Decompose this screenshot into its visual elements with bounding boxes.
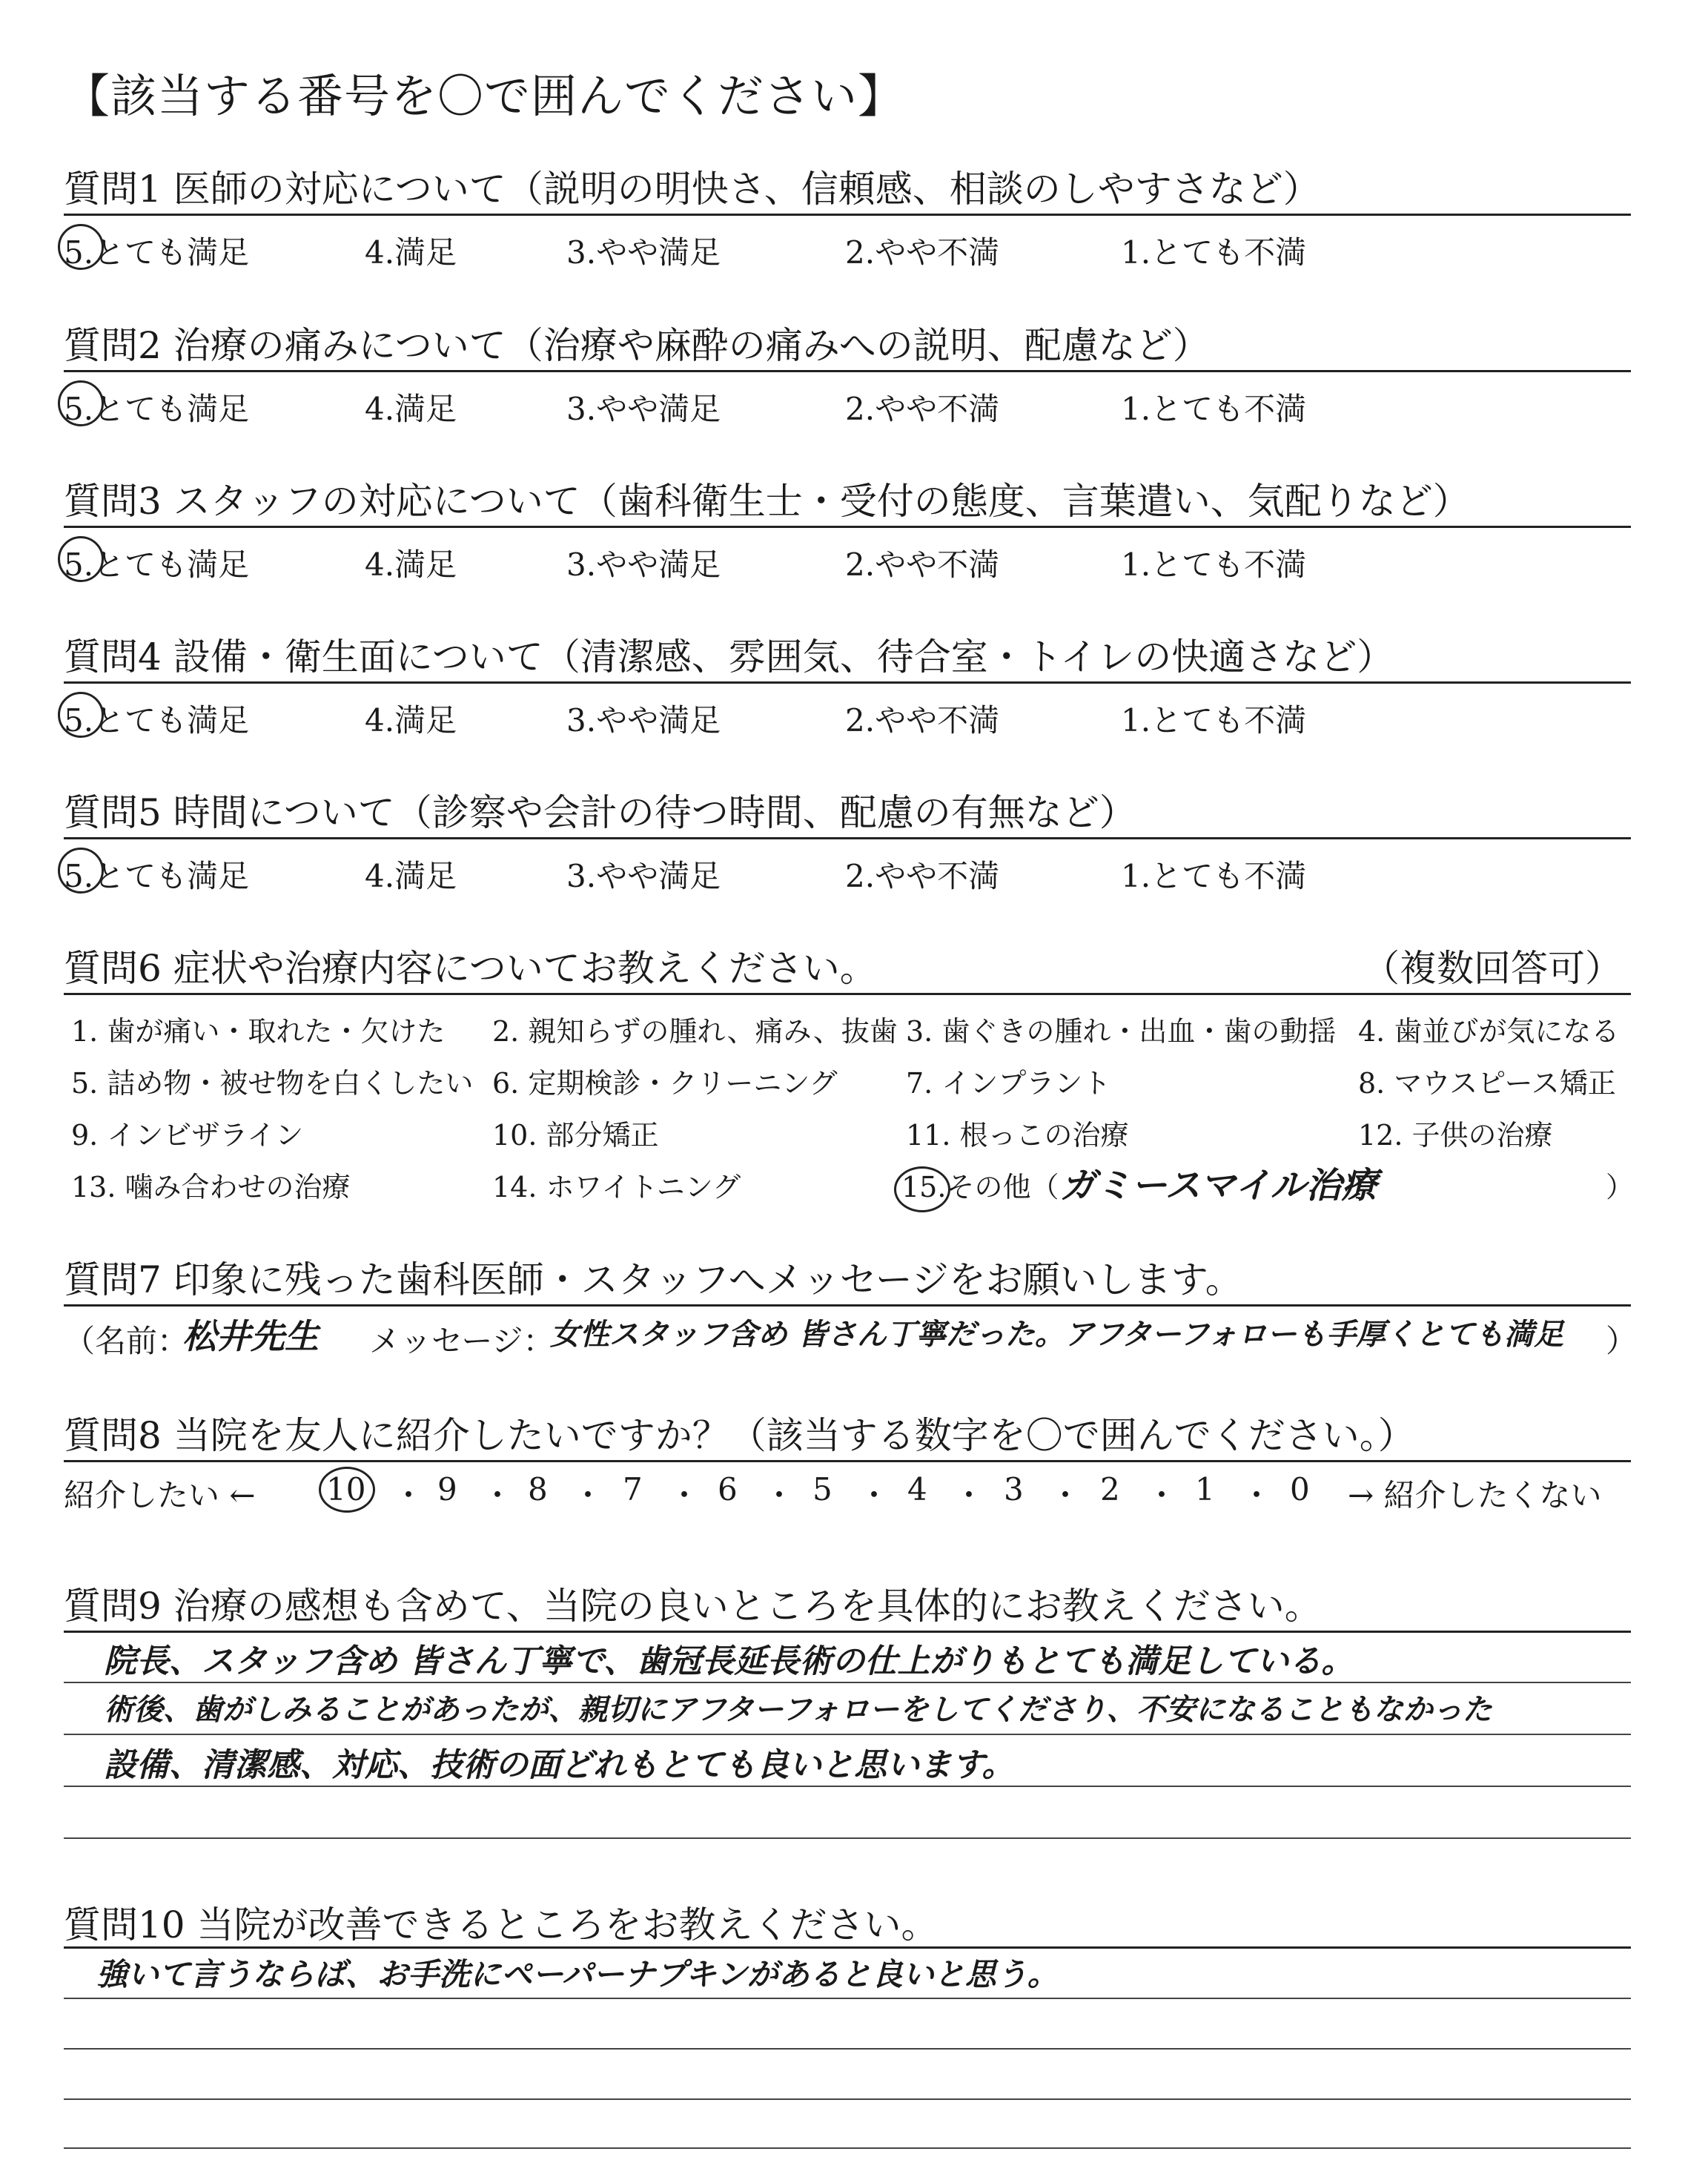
q2-selected-circle: 5.とても満足 (64, 385, 249, 429)
q6-option-9[interactable]: 9. インビザライン (71, 1119, 304, 1152)
q8-score-2[interactable]: 2 (1100, 1471, 1120, 1507)
q1-option-1[interactable]: 1.とても不満 (1121, 234, 1307, 271)
q7-message-handwritten: 女性スタッフ含め 皆さん丁寧だった。アフターフォローも手厚くとても満足 (550, 1318, 1564, 1352)
q3-option-4[interactable]: 4.満足 (365, 546, 457, 583)
q8-left-label: 紹介したい ← (64, 1477, 256, 1513)
q3-option-3[interactable]: 3.やや満足 (566, 546, 721, 583)
q10-line-rule (64, 2098, 1631, 2100)
q8-dot: ・ (482, 1477, 514, 1513)
q10-title: 質問10 当院が改善できるところをお教えください。 (64, 1903, 939, 1946)
q6-option-5[interactable]: 5. 詰め物・被せ物を白くしたい (71, 1067, 474, 1100)
q6-option-12[interactable]: 12. 子供の治療 (1358, 1119, 1553, 1152)
q3-rule (64, 526, 1631, 528)
q8-score-0[interactable]: 0 (1290, 1471, 1310, 1507)
q8-score-3[interactable]: 3 (1004, 1471, 1024, 1507)
q4-option-3[interactable]: 3.やや満足 (566, 702, 721, 739)
q4-option-5[interactable] (64, 696, 249, 741)
q8-dot: ・ (1241, 1477, 1273, 1513)
q8-selected-circle: 10 (326, 1471, 366, 1507)
q6-option-1[interactable]: 1. 歯が痛い・取れた・欠けた (71, 1015, 446, 1048)
q9-line-rule (64, 1682, 1631, 1683)
q6-rule (64, 993, 1631, 995)
q9-answer-line-2: 術後、歯がしみることがあったが、親切にアフターフォローをしてくださり、不安になることもなかった (104, 1693, 1492, 1727)
q9-rule (64, 1631, 1631, 1633)
q8-title: 質問8 当院を友人に紹介したいですか？（該当する数字を〇で囲んでください。） (64, 1414, 1415, 1457)
q8-dot: ・ (1146, 1477, 1178, 1513)
q7-title: 質問7 印象に残った歯科医師・スタッフへメッセージをお願いします。 (64, 1258, 1242, 1301)
q5-option-1[interactable]: 1.とても不満 (1121, 858, 1307, 894)
q7-close: ） (1606, 1323, 1638, 1359)
q6-option-6[interactable]: 6. 定期検診・クリーニング (492, 1067, 838, 1100)
q9-line-rule (64, 1837, 1631, 1839)
q8-dot: ・ (1050, 1477, 1082, 1513)
q5-option-4[interactable]: 4.満足 (365, 858, 457, 894)
q1-option-5[interactable] (64, 228, 249, 273)
q8-dot: ・ (764, 1477, 795, 1513)
q1-option-3[interactable]: 3.やや満足 (566, 234, 721, 271)
q4-title: 質問4 設備・衛生面について（清潔感、雰囲気、待合室・トイレの快適さなど） (64, 635, 1394, 678)
q6-title: 質問6 症状や治療内容についてお教えください。 (64, 947, 877, 990)
q1-option-2[interactable]: 2.やや不満 (845, 234, 1000, 271)
q8-score-4[interactable]: 4 (907, 1471, 927, 1507)
q6-option-15[interactable]: 15.その他（ (901, 1171, 1059, 1203)
q8-score-1[interactable]: 1 (1195, 1471, 1215, 1507)
q2-option-3[interactable]: 3.やや満足 (566, 391, 721, 427)
q1-selected-circle: 5.とても満足 (64, 228, 249, 273)
q10-rule (64, 1946, 1631, 1949)
q8-dot: ・ (858, 1477, 890, 1513)
instruction-heading: 【該当する番号を〇で囲んでください】 (64, 69, 905, 123)
q10-answer-line-1: 強いて言うならば、お手洗にペーパーナプキンがあると良いと思う。 (96, 1956, 1059, 1992)
q6-option-14[interactable]: 14. ホワイトニング (492, 1171, 741, 1203)
q5-option-2[interactable]: 2.やや不満 (845, 858, 1000, 894)
q3-selected-circle: 5.とても満足 (64, 541, 249, 585)
q2-option-4[interactable]: 4.満足 (365, 391, 457, 427)
q8-dot: ・ (953, 1477, 985, 1513)
q8-score-5[interactable]: 5 (812, 1471, 833, 1507)
q3-option-1[interactable]: 1.とても不満 (1121, 546, 1307, 583)
q7-message-label: メッセージ： (369, 1323, 555, 1359)
q6-other-close: ） (1606, 1171, 1635, 1203)
q8-dot: ・ (669, 1477, 701, 1513)
q6-option-3[interactable]: 3. 歯ぐきの腫れ・出血・歯の動揺 (906, 1015, 1337, 1048)
q9-line-rule (64, 1734, 1631, 1735)
q6-option-2[interactable]: 2. 親知らずの腫れ、痛み、抜歯 (492, 1015, 898, 1048)
q5-option-3[interactable]: 3.やや満足 (566, 858, 721, 894)
q9-answer-line-1: 院長、スタッフ含め 皆さん丁寧で、歯冠長延長術の仕上がりもとても満足している。 (104, 1642, 1354, 1680)
q2-option-2[interactable]: 2.やや不満 (845, 391, 1000, 427)
q6-option-13[interactable]: 13. 噛み合わせの治療 (71, 1171, 351, 1203)
q9-answer-line-3: 設備、清潔感、対応、技術の面どれもとても良いと思います。 (104, 1746, 1015, 1784)
q4-rule (64, 681, 1631, 684)
q4-option-1[interactable]: 1.とても不満 (1121, 702, 1307, 739)
q4-selected-circle: 5.とても満足 (64, 696, 249, 741)
q6-option-11[interactable]: 11. 根っこの治療 (906, 1119, 1129, 1152)
q2-rule (64, 370, 1631, 372)
q8-score-6[interactable]: 6 (718, 1471, 738, 1507)
q10-line-rule (64, 1998, 1631, 1999)
q10-line-rule (64, 2048, 1631, 2050)
q1-title: 質問1 医師の対応について（説明の明快さ、信頼感、相談のしやすさなど） (64, 168, 1320, 211)
q1-option-4[interactable]: 4.満足 (365, 234, 457, 271)
q2-option-5[interactable] (64, 385, 249, 429)
q5-rule (64, 837, 1631, 839)
q7-name-handwritten: 松井先生 (182, 1316, 319, 1356)
q8-dot: ・ (572, 1477, 604, 1513)
q5-title: 質問5 時間について（診察や会計の待つ時間、配慮の有無など） (64, 791, 1136, 834)
q6-note: （複数回答可） (1363, 947, 1622, 990)
q2-option-1[interactable]: 1.とても不満 (1121, 391, 1307, 427)
q8-dot: ・ (393, 1477, 425, 1513)
q4-option-2[interactable]: 2.やや不満 (845, 702, 1000, 739)
q4-option-4[interactable]: 4.満足 (365, 702, 457, 739)
q8-score-7[interactable]: 7 (623, 1471, 643, 1507)
q3-option-2[interactable]: 2.やや不満 (845, 546, 1000, 583)
q8-score-8[interactable]: 8 (528, 1471, 548, 1507)
q2-title: 質問2 治療の痛みについて（治療や麻酔の痛みへの説明、配慮など） (64, 324, 1210, 367)
q6-option-7[interactable]: 7. インプラント (906, 1067, 1111, 1100)
q8-right-label: → 紹介したくない (1348, 1477, 1602, 1513)
q8-score-9[interactable]: 9 (437, 1471, 457, 1507)
q6-selected-circle: 15. (901, 1171, 947, 1203)
q8-score-10[interactable] (326, 1471, 365, 1507)
q9-line-rule (64, 1786, 1631, 1787)
q5-option-5[interactable] (64, 852, 249, 896)
q8-rule (64, 1460, 1631, 1462)
q7-rule (64, 1304, 1631, 1307)
q6-other-handwritten: ガミースマイル治療 (1060, 1165, 1377, 1206)
q6-option-10[interactable]: 10. 部分矯正 (492, 1119, 659, 1152)
q5-selected-circle: 5.とても満足 (64, 852, 249, 896)
q3-title: 質問3 スタッフの対応について（歯科衛生士・受付の態度、言葉遣い、気配りなど） (64, 480, 1470, 523)
q7-name-label: （名前： (64, 1323, 189, 1359)
q6-option-8[interactable]: 8. マウスピース矯正 (1358, 1067, 1616, 1100)
q1-rule (64, 214, 1631, 216)
q3-option-5[interactable] (64, 541, 249, 585)
q6-option-4[interactable]: 4. 歯並びが気になる (1358, 1015, 1620, 1048)
q9-title: 質問9 治療の感想も含めて、当院の良いところを具体的にお教えください。 (64, 1585, 1322, 1628)
q10-line-rule (64, 2147, 1631, 2149)
